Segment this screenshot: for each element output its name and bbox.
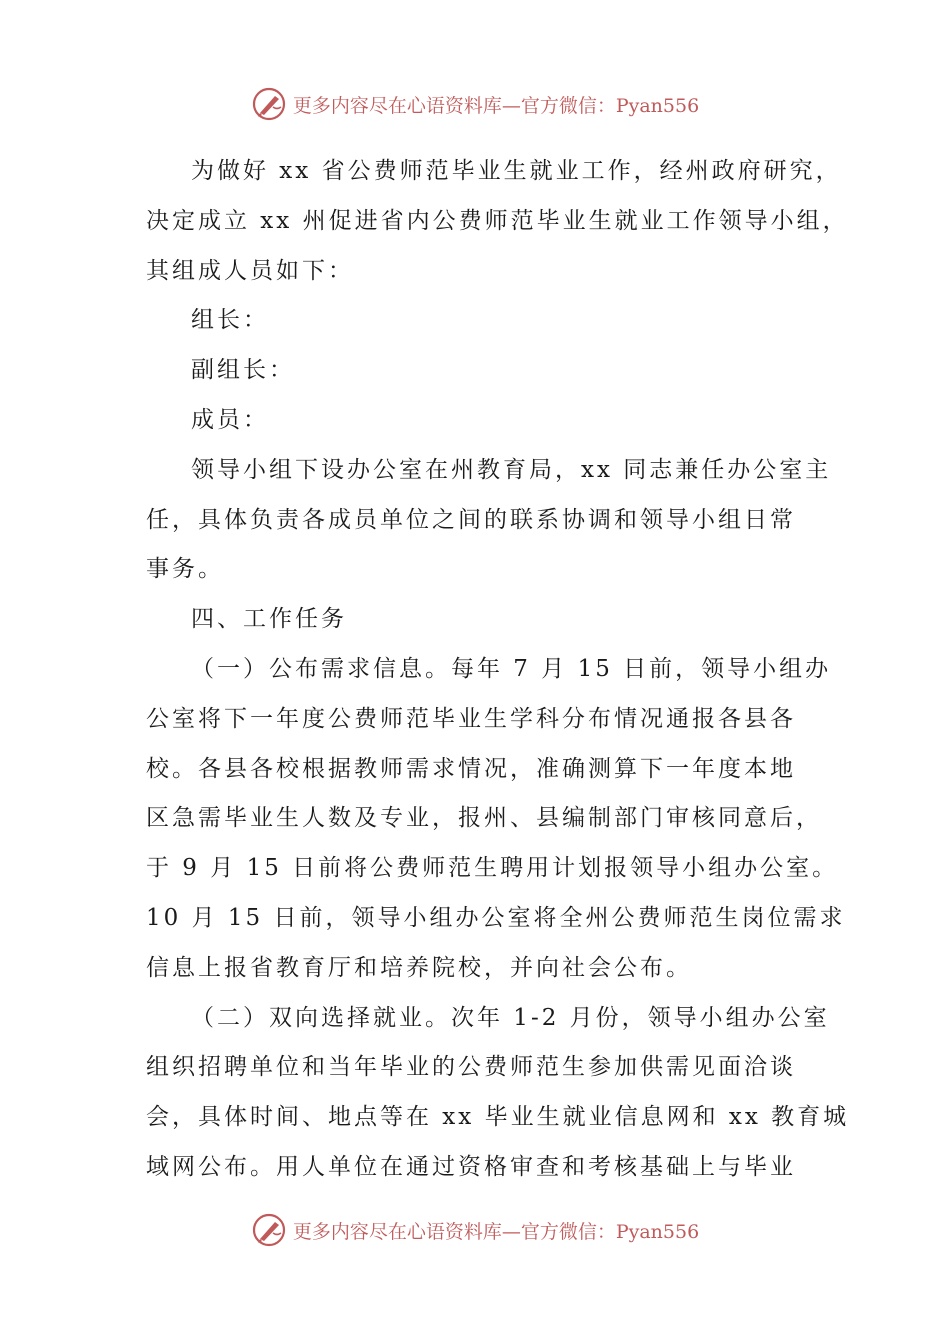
body-line: 领导小组下设办公室在州教育局，xx 同志兼任办公室主 xyxy=(191,456,832,483)
body-line: 组织招聘单位和当年毕业的公费师范生参加供需见面洽谈 xyxy=(146,1054,796,1081)
body-line: 会，具体时间、地点等在 xx 毕业生就业信息网和 xx 教育城 xyxy=(146,1104,850,1131)
body-line: 成员： xyxy=(191,406,269,433)
document-body xyxy=(146,147,850,1193)
body-line: 校。各县各校根据教师需求情况，准确测算下一年度本地 xyxy=(146,755,796,782)
pen-seal-icon xyxy=(251,86,287,122)
footer-banner-text: 更多内容尽在心语资料库—官方微信：Pyan556 xyxy=(292,1220,700,1243)
body-line: 域网公布。用人单位在通过资格审查和考核基础上与毕业 xyxy=(146,1153,796,1180)
header-banner-text: 更多内容尽在心语资料库—官方微信：Pyan556 xyxy=(292,94,700,117)
body-line: 10 月 15 日前，领导小组办公室将全州公费师范生岗位需求 xyxy=(146,904,846,931)
section-heading: 四、工作任务 xyxy=(191,606,347,633)
body-line: （二）双向选择就业。次年 1-2 月份，领导小组办公室 xyxy=(191,1004,830,1031)
body-line: 于 9 月 15 日前将公费师范生聘用计划报领导小组办公室。 xyxy=(146,855,839,882)
body-line: 组长： xyxy=(191,307,269,334)
footer-banner xyxy=(0,1208,950,1252)
body-line: 事务。 xyxy=(146,556,224,583)
body-line: 任，具体负责各成员单位之间的联系协调和领导小组日常 xyxy=(146,506,796,533)
body-line: 区急需毕业生人数及专业，报州、县编制部门审核同意后， xyxy=(146,805,822,832)
body-line: （一）公布需求信息。每年 7 月 15 日前，领导小组办 xyxy=(191,655,832,682)
header-banner xyxy=(0,82,950,126)
body-line: 公室将下一年度公费师范毕业生学科分布情况通报各县各 xyxy=(146,705,796,732)
body-line: 为做好 xx 省公费师范毕业生就业工作，经州政府研究， xyxy=(191,158,842,184)
pen-seal-icon xyxy=(251,1212,287,1248)
body-line: 信息上报省教育厅和培养院校，并向社会公布。 xyxy=(146,954,692,981)
body-line: 其组成人员如下： xyxy=(146,257,354,284)
body-line: 决定成立 xx 州促进省内公费师范毕业生就业工作领导小组， xyxy=(146,207,849,234)
body-line: 副组长： xyxy=(191,357,295,384)
